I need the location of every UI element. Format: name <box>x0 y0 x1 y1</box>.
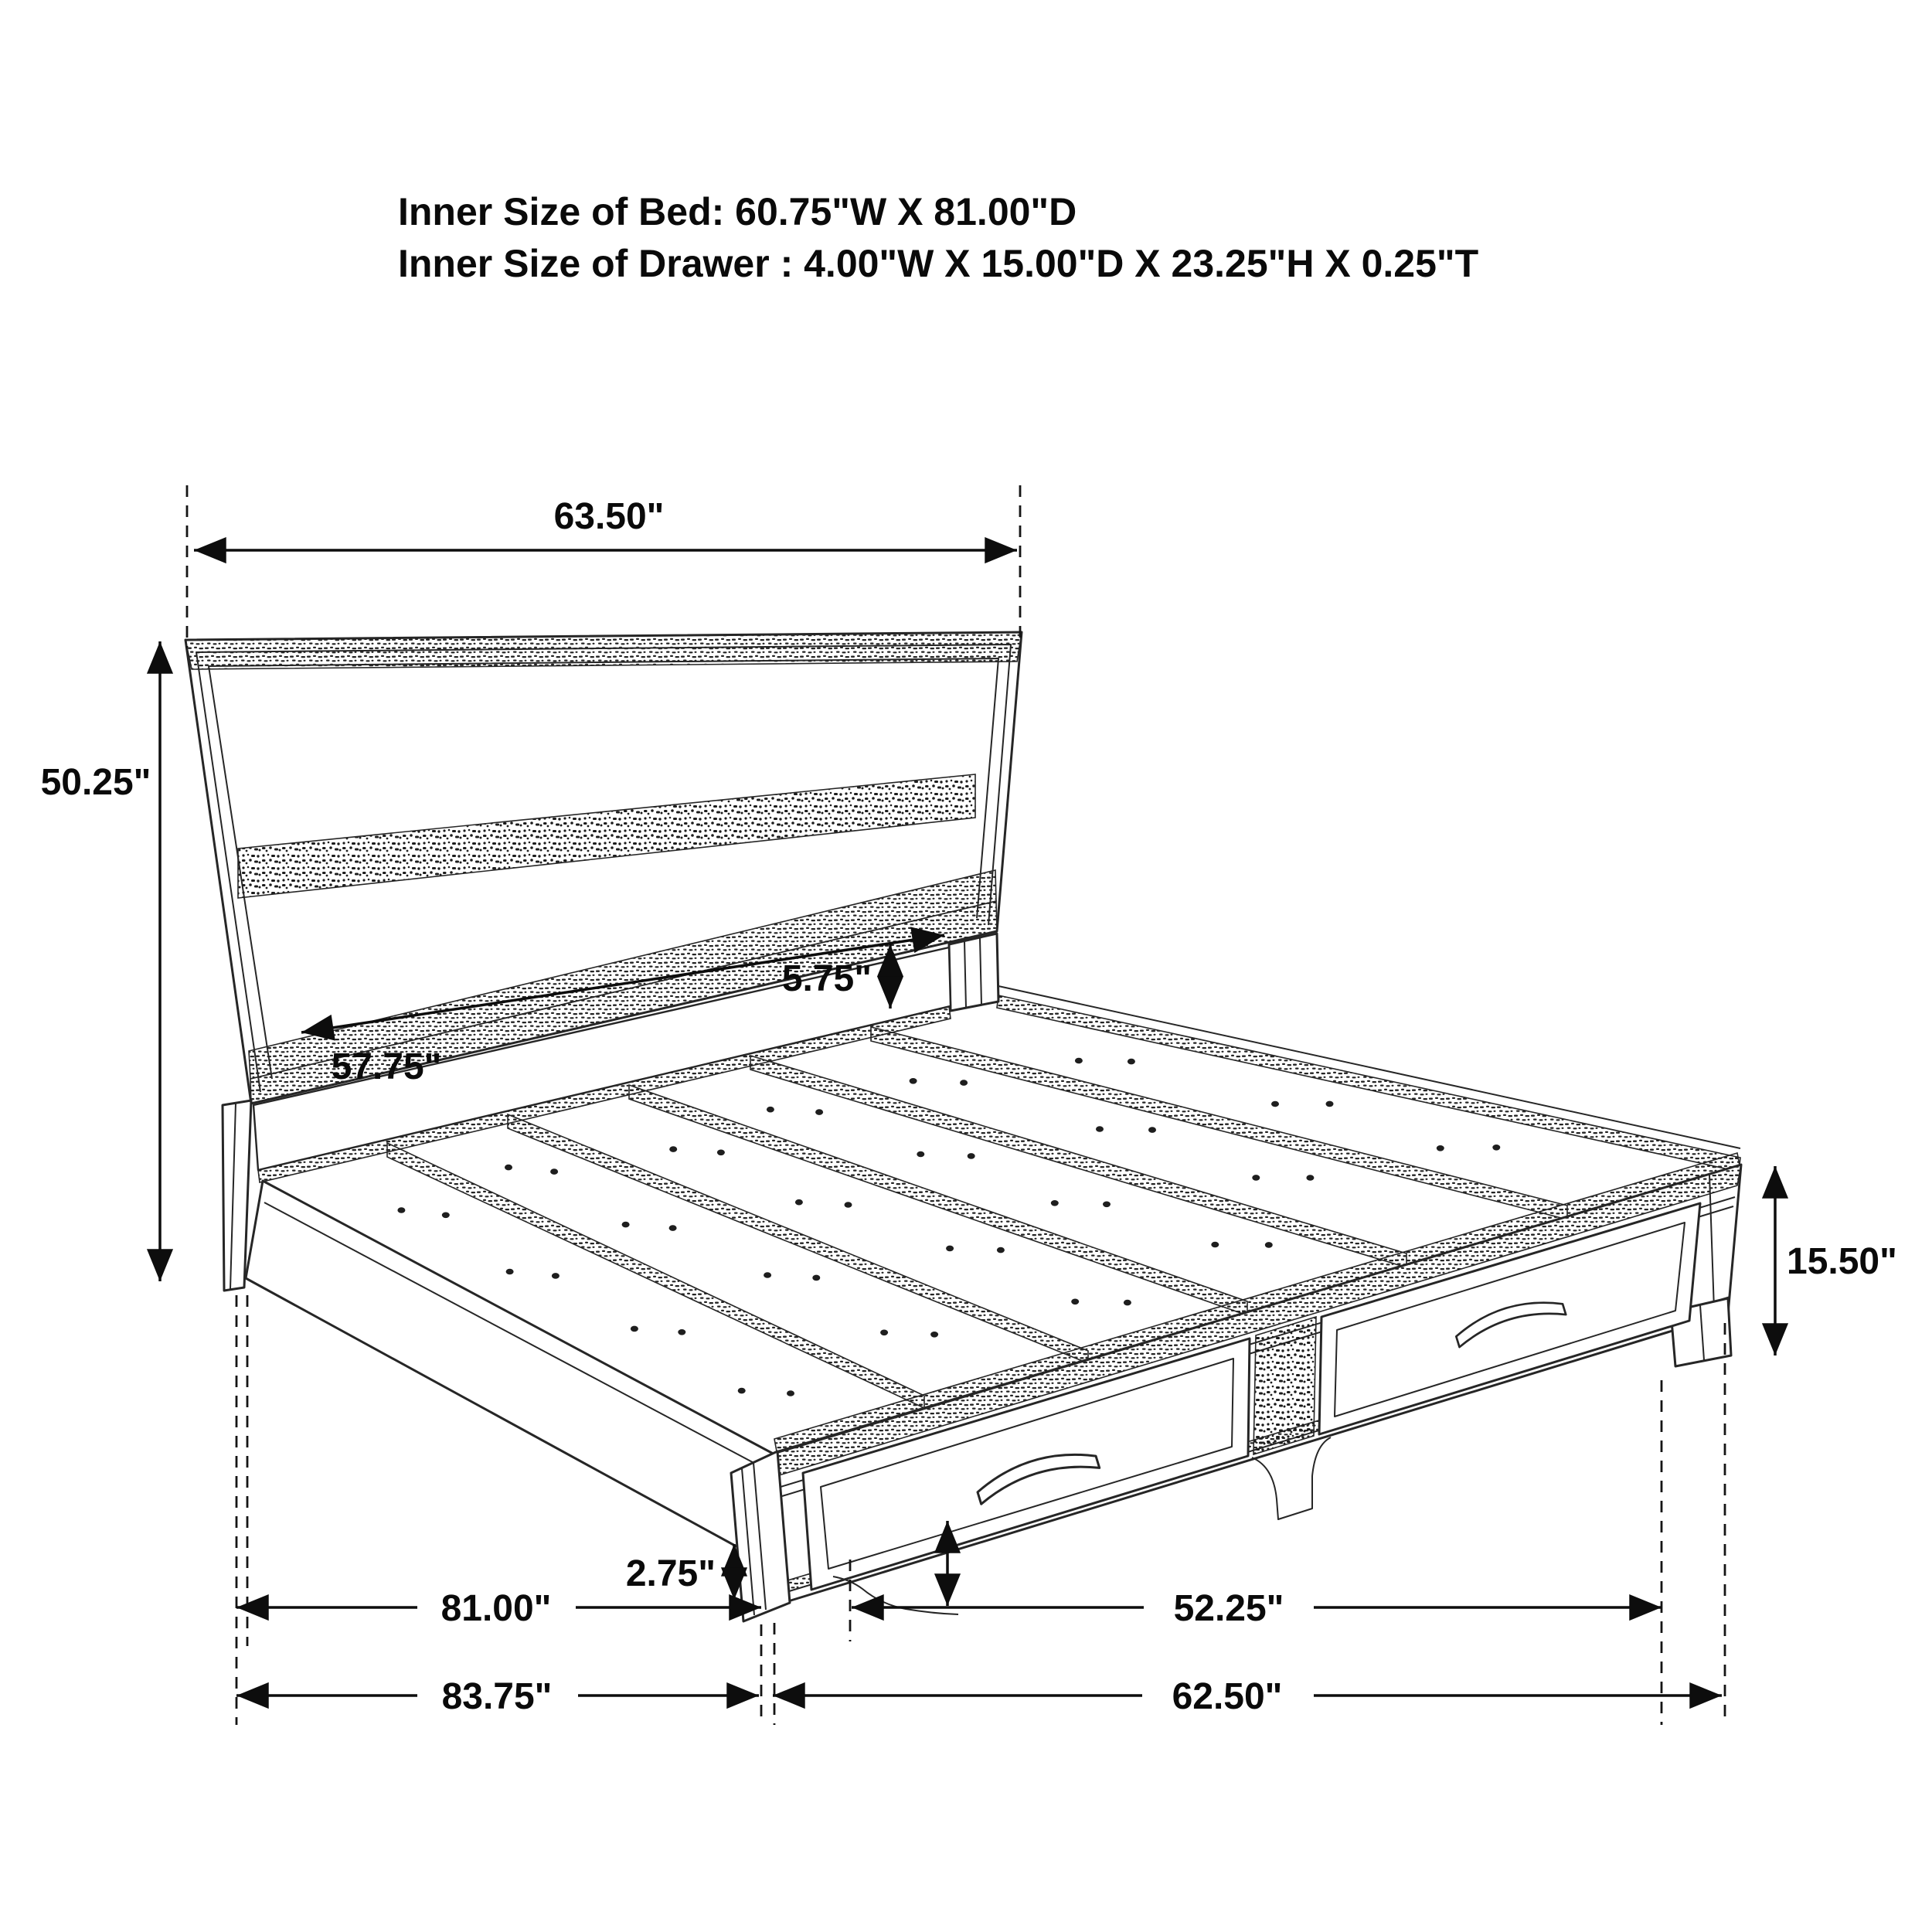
screw-hole-dot <box>1075 1058 1083 1064</box>
title-bed-inner-size: Inner Size of Bed: 60.75"W X 81.00"D <box>398 190 1077 233</box>
screw-hole-dot <box>397 1207 405 1213</box>
screw-hole-dot <box>552 1273 560 1279</box>
screw-hole-dot <box>1051 1200 1059 1206</box>
screw-hole-dot <box>669 1225 677 1231</box>
screw-hole-dot <box>997 1247 1005 1253</box>
dim-headboard-height <box>41 641 160 1281</box>
screw-hole-dot <box>930 1332 938 1338</box>
screw-hole-dot <box>880 1330 888 1336</box>
screw-hole-dot <box>767 1107 774 1113</box>
dim-label-footboard-height: 15.50" <box>1787 1241 1897 1282</box>
headboard-left-leg <box>223 1100 251 1291</box>
dim-headboard-width <box>194 496 1017 550</box>
screw-hole-dot <box>442 1213 450 1219</box>
screw-hole-dot <box>910 1078 917 1084</box>
screw-hole-dot <box>1128 1059 1135 1065</box>
screw-hole-dot <box>787 1390 794 1396</box>
screw-hole-dot <box>1326 1101 1334 1107</box>
dim-label-inner-length: 81.00" <box>440 1588 552 1629</box>
screw-hole-dot <box>622 1222 630 1228</box>
dim-label-footboard-width: 62.50" <box>1172 1676 1283 1717</box>
title-block <box>398 190 1478 285</box>
screw-hole-dot <box>506 1269 514 1275</box>
screw-hole-dot <box>1252 1175 1260 1181</box>
dim-footboard-width <box>773 1676 1722 1717</box>
screw-hole-dot <box>845 1202 852 1208</box>
screw-hole-dot <box>1071 1299 1079 1305</box>
screw-hole-dot <box>550 1168 558 1175</box>
screw-hole-dot <box>1148 1127 1156 1133</box>
screw-hole-dot <box>669 1146 677 1152</box>
screw-hole-dot <box>812 1275 820 1281</box>
screw-hole-dot <box>946 1246 954 1252</box>
screw-hole-dot <box>631 1326 638 1332</box>
screw-hole-dot <box>1265 1242 1273 1248</box>
right-rail-top-line <box>998 986 1740 1148</box>
dim-label-inner-width: 57.75" <box>331 1046 442 1087</box>
screw-hole-dot <box>717 1150 725 1156</box>
title-drawer-inner-size: Inner Size of Drawer : 4.00"W X 15.00"D X 23.25"H X 0.25"T <box>398 242 1479 285</box>
screw-hole-dot <box>917 1151 924 1158</box>
screw-hole-dot <box>1096 1126 1104 1132</box>
dim-label-headboard-width: 63.50" <box>553 496 665 537</box>
screw-hole-dot <box>1124 1300 1131 1306</box>
dim-overall-length <box>236 1676 759 1717</box>
screw-hole-dot <box>738 1388 746 1394</box>
dim-drawer-span <box>852 1588 1662 1629</box>
screw-hole-dot <box>968 1153 975 1159</box>
footboard-center-divider <box>1253 1317 1316 1454</box>
screw-hole-dot <box>795 1199 803 1206</box>
dim-label-side-gap: 2.75" <box>625 1553 716 1594</box>
dim-label-headboard-height: 50.25" <box>40 762 151 803</box>
screw-hole-dot <box>1211 1242 1219 1248</box>
dim-label-overall-length: 83.75" <box>441 1676 553 1717</box>
screw-hole-dot <box>815 1109 823 1115</box>
dim-side-rail-gap <box>626 1544 734 1600</box>
screw-hole-dot <box>1271 1101 1279 1107</box>
left-side-rail <box>246 1181 777 1550</box>
screw-hole-dot <box>764 1272 771 1278</box>
screw-hole-dot <box>1306 1175 1314 1181</box>
screw-hole-dot <box>960 1080 968 1086</box>
side-rail-molding-line <box>264 1202 773 1473</box>
screw-hole-dot <box>1103 1202 1111 1208</box>
screw-hole-dot <box>505 1165 512 1171</box>
screw-hole-dot <box>1437 1145 1444 1151</box>
footboard <box>731 1165 1741 1621</box>
side-rail-face <box>246 1181 777 1550</box>
dim-footboard-height <box>1775 1166 1897 1355</box>
right-side-rail <box>997 995 1740 1172</box>
dim-label-rail-gap: 5.75" <box>781 958 872 999</box>
dim-label-drawer-span: 52.25" <box>1173 1588 1284 1629</box>
headboard-right-leg <box>949 934 998 1011</box>
screw-hole-dot <box>678 1329 685 1335</box>
screw-hole-dot <box>1492 1145 1500 1151</box>
